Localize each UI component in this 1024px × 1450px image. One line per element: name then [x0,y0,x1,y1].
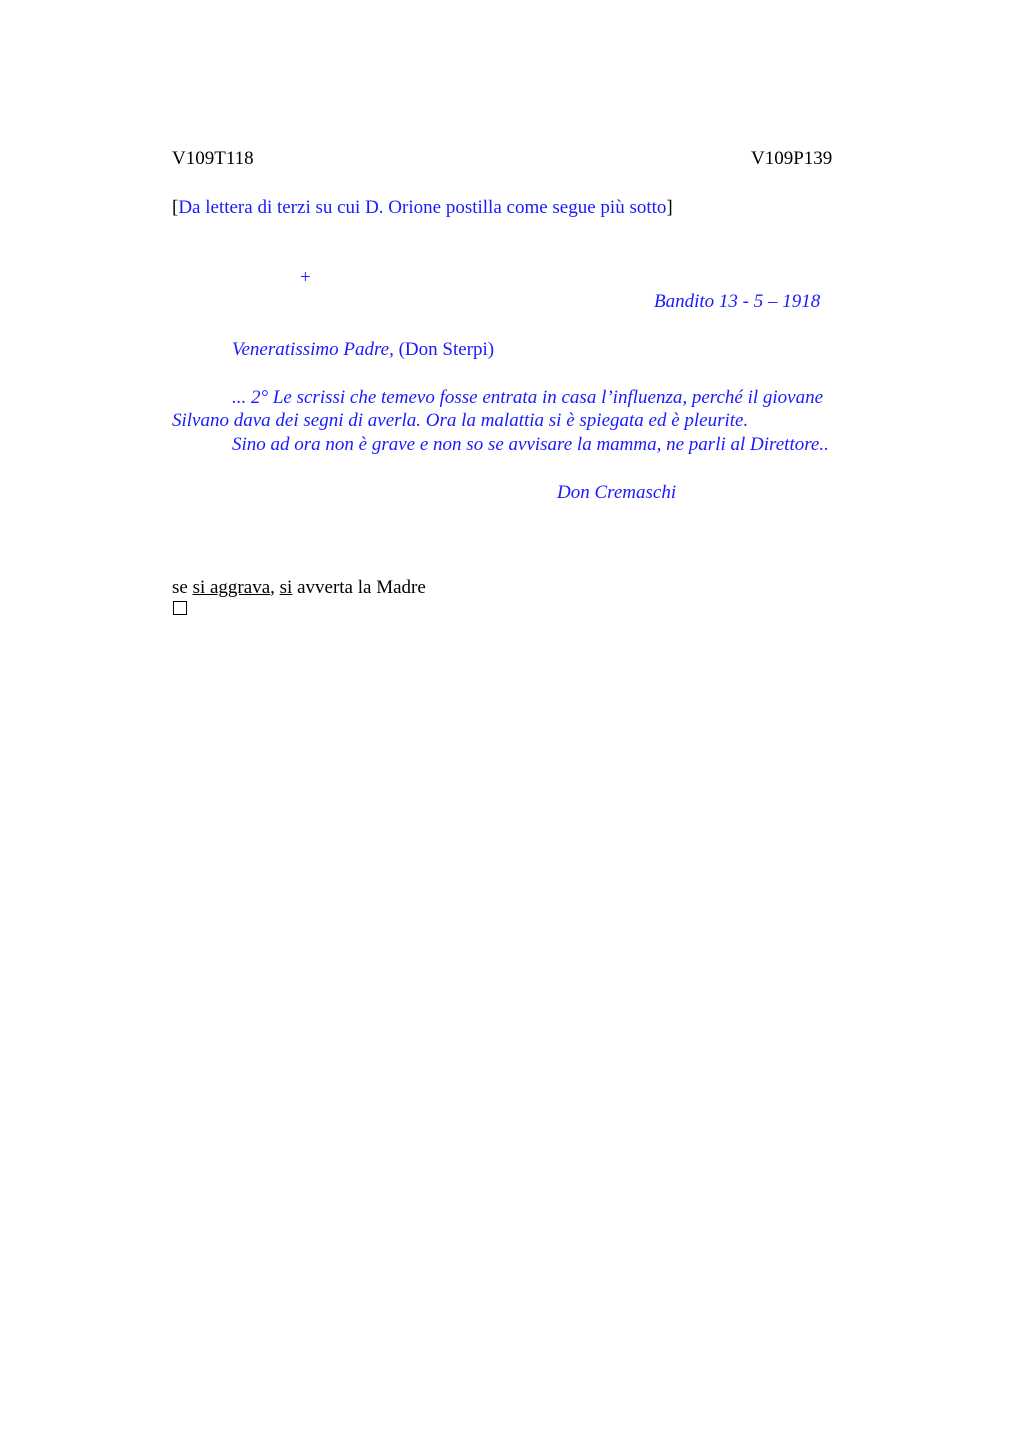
annotation-word-se: se [172,577,188,598]
addressee-note: (Don Sterpi) [398,339,495,360]
editor-note-text: Da lettera di terzi su cui D. Orione postilla come segue più sotto [178,197,667,218]
handwritten-annotation [172,576,426,599]
cross-symbol: + [300,267,311,288]
editor-note-open-bracket: [ [172,197,179,218]
annotation-rest: avverta la Madre [297,577,426,598]
letter-signature: Don Cremaschi [557,482,677,503]
annotation-comma: , [270,577,275,598]
letter-body-line-2: Silvano dava dei segni di averla. Ora la malattia si è spiegata ed è pleurite. [172,410,749,431]
annotation-underlined-si-aggrava: si aggrava [192,577,271,598]
editor-note-close-bracket: ] [666,197,673,218]
annotation-underlined-si: si [279,577,293,598]
letter-body-line-1: ... 2° Le scrissi che temevo fosse entrata in casa l’influenza, perché il giovane [232,387,824,408]
letter-place-date: Bandito 13 - 5 – 1918 [654,291,821,312]
empty-checkbox-icon [173,601,187,615]
letter-salutation: Veneratissimo Padre, [232,339,394,360]
editor-note [172,196,673,219]
document-code-left: V109T118 [172,148,254,169]
letter-body-line-3: Sino ad ora non è grave e non so se avvisare la mamma, ne parli al Direttore.. [232,434,829,455]
letter-salutation-line [232,338,494,361]
document-code-right: V109P139 [751,148,833,169]
